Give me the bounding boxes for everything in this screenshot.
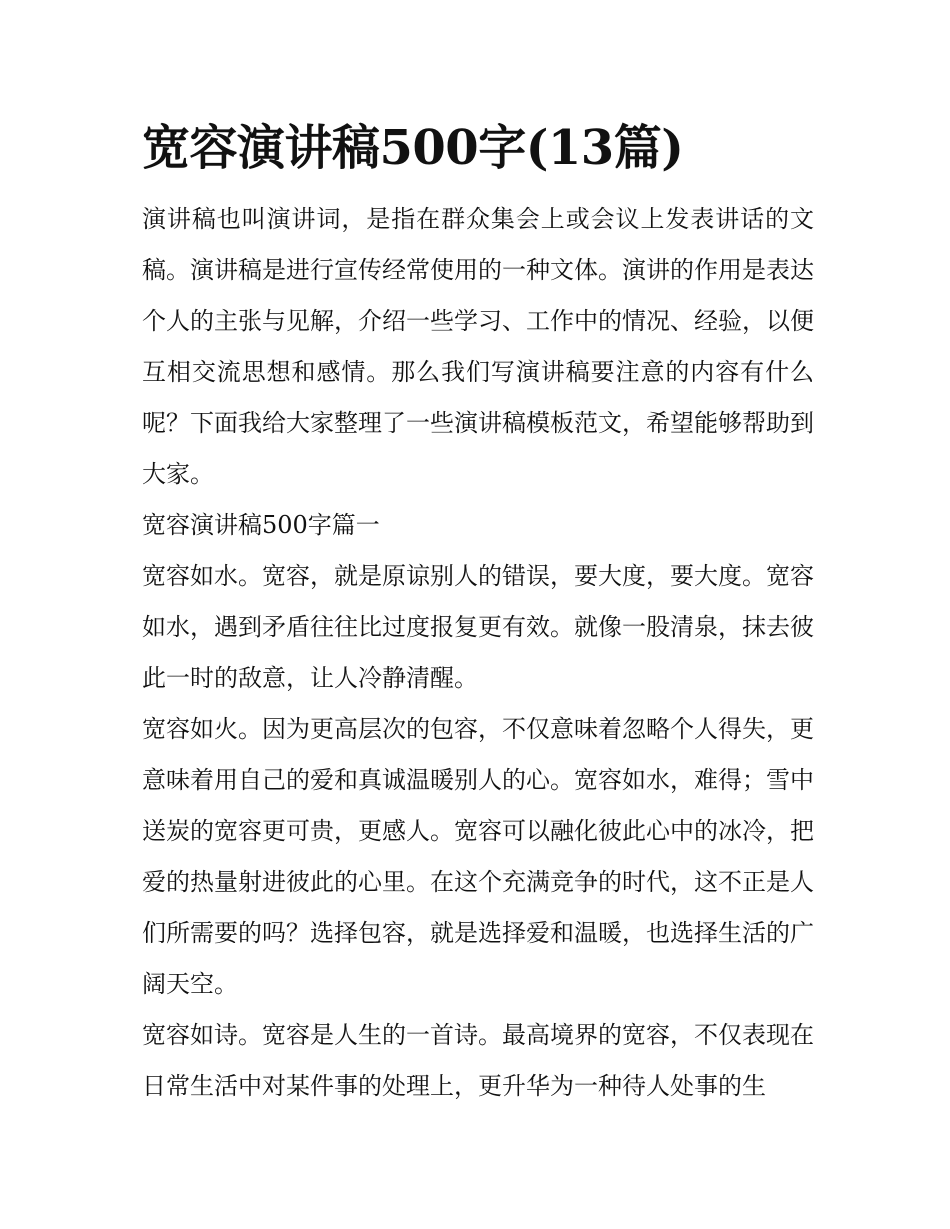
intro-paragraph: 演讲稿也叫演讲词，是指在群众集会上或会议上发表讲话的文稿。演讲稿是进行宣传经常使用的一种文体。演讲的作用是表达个人的主张与见解，介绍一些学习、工作中的情况、经验，以便互相交流思想和感情。那么我们写演讲稿要注意的内容有什么呢？下面我给大家整理了一些演讲稿模板范文，希望能够帮助到大家。 [142,205,814,488]
body-paragraph-water: 宽容如水。宽容，就是原谅别人的错误，要大度，要大度。宽容如水，遇到矛盾往往比过度报复更有效。就像一股清泉，抹去彼此一时的敌意，让人冷静清醒。 [142,562,814,692]
body-paragraph-poem: 宽容如诗。宽容是人生的一首诗。最高境界的宽容，不仅表现在日常生活中对某件事的处理上，更升华为一种待人处事的生 [142,1021,814,1100]
document-title: 宽容演讲稿500字(13篇) [142,120,684,176]
section-heading: 宽容演讲稿500字篇一 [142,511,380,539]
document-body [142,116,814,1112]
body-paragraph-fire: 宽容如火。因为更高层次的包容，不仅意味着忽略个人得失，更意味着用自己的爱和真诚温暖别人的心。宽容如水，难得；雪中送炭的宽容更可贵，更感人。宽容可以融化彼此心中的冰冷，把爱的热量射进彼此的心里。在这个充满竞争的时代，这不正是人们所需要的吗？选择包容，就是选择爱和温暖，也选择生活的广阔天空。 [142,715,814,998]
